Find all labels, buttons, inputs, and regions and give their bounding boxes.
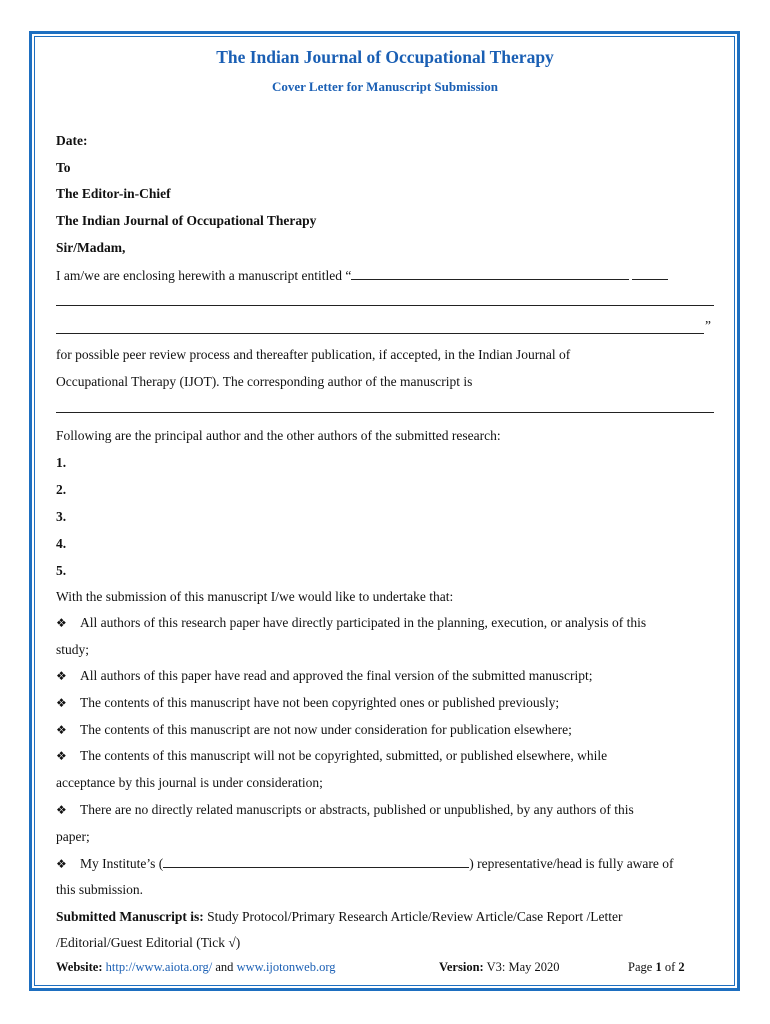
institute-line-2: this submission. — [56, 882, 144, 897]
date-label: Date: — [56, 133, 88, 148]
undertaking-text: All authors of this paper have read and approved the final version of the submitted manuscript; — [80, 668, 593, 683]
website-and: and — [212, 960, 237, 974]
footer-page-number — [628, 960, 685, 975]
form-subtitle: Cover Letter for Manuscript Submission — [271, 79, 499, 94]
undertaking-text: There are no directly related manuscripts or abstracts, published or unpublished, by any authors of this — [80, 802, 634, 817]
purpose-line-2: Occupational Therapy (IJOT). The corresponding author of the manuscript is — [56, 374, 473, 389]
closing-quote: ” — [705, 318, 711, 333]
authors-intro: Following are the principal author and the other authors of the submitted research: — [56, 428, 501, 443]
submitted-options-line-2: /Editorial/Guest Editorial (Tick √) — [56, 935, 241, 950]
submitted-options: Study Protocol/Primary Research Article/Review Article/Case Report /Letter — [203, 909, 623, 924]
undertaking-text: The contents of this manuscript are not now under consideration for publication elsewhere; — [80, 722, 572, 737]
page-current: 1 — [655, 960, 662, 974]
undertaking-continuation: study; — [56, 642, 90, 657]
purpose-line-1: for possible peer review process and thereafter publication, if accepted, in the Indian Journal of — [56, 347, 571, 362]
website-link-aiota[interactable]: http://www.aiota.org/ — [105, 960, 213, 974]
diamond-bullet-icon: ❖ — [56, 803, 67, 817]
corresponding-author-line[interactable] — [56, 412, 714, 413]
submitted-label: Submitted Manuscript is: — [56, 909, 204, 924]
page-total: 2 — [678, 960, 685, 974]
to-label: To — [56, 160, 71, 175]
author-number-3: 3. — [56, 509, 67, 524]
diamond-bullet-icon: ❖ — [56, 616, 67, 630]
undertaking-item — [56, 695, 559, 711]
version-value: V3: May 2020 — [483, 960, 560, 974]
manuscript-title-line-3[interactable] — [56, 333, 704, 334]
diamond-bullet-icon: ❖ — [56, 723, 67, 737]
institute-suffix: ) representative/head is fully aware of — [469, 856, 674, 871]
website-label: Website: — [56, 960, 103, 974]
diamond-bullet-icon: ❖ — [56, 857, 67, 871]
author-number-5: 5. — [56, 563, 67, 578]
footer-website — [56, 960, 336, 975]
version-label: Version: — [439, 960, 484, 974]
undertaking-item — [56, 722, 572, 738]
manuscript-title-line-2[interactable] — [56, 305, 714, 306]
page-border-inner — [34, 36, 735, 986]
institute-line — [56, 855, 674, 872]
undertaking-item — [56, 615, 646, 631]
undertaking-continuation: paper; — [56, 829, 90, 844]
page-prefix: Page — [628, 960, 656, 974]
recipient-title: The Editor-in-Chief — [56, 186, 171, 201]
undertake-intro: With the submission of this manuscript I/we would like to undertake that: — [56, 589, 454, 604]
diamond-bullet-icon: ❖ — [56, 696, 67, 710]
undertaking-text: All authors of this research paper have directly participated in the planning, execution, or analysis of this — [80, 615, 647, 630]
undertaking-item — [56, 748, 607, 764]
undertaking-text: The contents of this manuscript have not been copyrighted ones or published previously; — [80, 695, 560, 710]
author-number-4: 4. — [56, 536, 67, 551]
manuscript-title-blank[interactable] — [351, 267, 629, 280]
submitted-manuscript-line — [56, 909, 623, 925]
recipient-journal: The Indian Journal of Occupational Therapy — [56, 213, 317, 228]
website-link-ijot[interactable]: www.ijotonweb.org — [236, 960, 336, 974]
author-number-2: 2. — [56, 482, 67, 497]
manuscript-title-blank-end[interactable] — [632, 267, 668, 280]
enclosing-text: I am/we are enclosing herewith a manuscript entitled “ — [56, 268, 352, 283]
diamond-bullet-icon: ❖ — [56, 749, 67, 763]
enclosing-line — [56, 267, 668, 284]
undertaking-continuation: acceptance by this journal is under consideration; — [56, 775, 323, 790]
page-of: of — [661, 960, 679, 974]
journal-title: The Indian Journal of Occupational Therapy — [216, 47, 554, 67]
author-number-1: 1. — [56, 455, 67, 470]
undertaking-text: The contents of this manuscript will not be copyrighted, submitted, or published elsewhere, while — [80, 748, 608, 763]
undertaking-item — [56, 802, 634, 818]
salutation: Sir/Madam, — [56, 240, 126, 255]
institute-name-blank[interactable] — [163, 855, 469, 868]
diamond-bullet-icon: ❖ — [56, 669, 67, 683]
undertaking-item — [56, 668, 592, 684]
footer-version — [439, 960, 560, 975]
institute-prefix: My Institute’s ( — [80, 856, 164, 871]
